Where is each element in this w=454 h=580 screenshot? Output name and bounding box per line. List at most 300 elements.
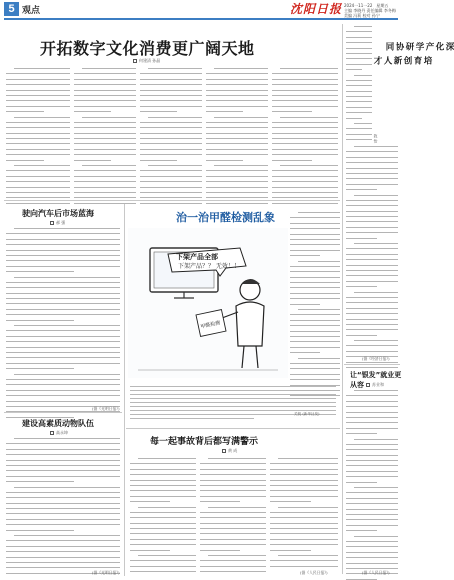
text-line (140, 197, 202, 198)
byline-box-icon (366, 383, 370, 387)
text-line (140, 106, 202, 107)
text-line (290, 228, 340, 229)
text-line (206, 170, 268, 171)
text-line (272, 73, 338, 74)
text-line (354, 536, 398, 537)
text-line (354, 390, 398, 391)
text-line (6, 287, 120, 288)
text-line (6, 557, 120, 558)
right-article2-byline-text: 苏业和 (372, 382, 384, 387)
text-line (130, 402, 336, 403)
text-line (206, 143, 268, 144)
text-line (270, 566, 338, 567)
text-line (6, 239, 120, 240)
text-line (6, 497, 120, 498)
text-line (74, 143, 136, 144)
text-line (6, 503, 120, 504)
text-line (208, 555, 266, 556)
text-line (346, 69, 362, 70)
lead-title: 开拓数字文化消费更广阔天地 (40, 39, 255, 58)
left-article1-body (6, 228, 120, 404)
text-line (298, 309, 340, 310)
text-line (130, 406, 336, 407)
text-line (74, 192, 136, 193)
text-line (346, 53, 372, 54)
illustration-title: 治一治甲醛检测乱象 (176, 211, 275, 224)
text-line (354, 146, 398, 147)
text-line (140, 181, 202, 182)
text-line (200, 474, 266, 475)
text-line (346, 422, 398, 423)
text-line (200, 544, 266, 545)
text-line (270, 550, 311, 551)
text-line (6, 73, 70, 74)
text-line (130, 469, 196, 470)
text-line (290, 395, 340, 396)
text-line (298, 261, 340, 262)
text-line (272, 176, 338, 177)
person-body (236, 302, 264, 346)
text-line (346, 134, 372, 135)
text-line (6, 492, 120, 493)
text-line (346, 128, 372, 129)
text-line (354, 26, 372, 27)
text-line (346, 205, 398, 206)
text-line (280, 165, 338, 166)
illustration-divider (126, 428, 340, 429)
text-line (140, 122, 202, 123)
text-line (206, 79, 268, 80)
text-line (280, 117, 338, 118)
text-line (346, 37, 372, 38)
text-line (346, 412, 398, 413)
text-line (200, 485, 266, 486)
text-line (6, 95, 70, 96)
page-header (0, 0, 402, 20)
text-line (346, 552, 398, 553)
text-line (138, 507, 196, 508)
person-arm (222, 312, 238, 318)
text-line (270, 517, 338, 518)
text-line (6, 79, 70, 80)
header-rule (4, 18, 398, 20)
lead-byline-text: 何建清 孙晶 (139, 58, 161, 63)
text-line (140, 176, 202, 177)
text-line (346, 281, 398, 282)
illustration-credit: 关锐 (新华社发) (294, 412, 320, 416)
text-line (6, 465, 120, 466)
text-line (346, 530, 377, 531)
text-line (354, 340, 398, 341)
text-line (140, 170, 202, 171)
text-line (14, 117, 70, 118)
text-line (346, 157, 398, 158)
text-line (290, 314, 340, 315)
text-line (6, 524, 120, 525)
text-line (270, 485, 338, 486)
text-line (200, 566, 266, 567)
text-line (6, 357, 120, 358)
text-line (206, 138, 268, 139)
text-line (346, 367, 398, 368)
text-line (346, 503, 398, 504)
text-line (290, 374, 340, 375)
text-line (130, 480, 196, 481)
text-line (6, 513, 120, 514)
left-article2-byline-text: 高永坤 (56, 430, 68, 435)
text-line (214, 165, 268, 166)
section-number: 5 (4, 2, 19, 16)
bottom-article-col2 (200, 458, 266, 570)
text-line (346, 118, 362, 119)
text-line (290, 320, 340, 321)
text-line (140, 127, 202, 128)
text-line (74, 79, 136, 80)
side-column-rule (342, 24, 343, 574)
text-line (6, 197, 70, 198)
text-line (272, 133, 338, 134)
text-line (148, 117, 202, 118)
text-line (200, 490, 266, 491)
text-line (6, 244, 120, 245)
text-line (6, 336, 120, 337)
text-line (346, 248, 398, 249)
text-line (6, 384, 120, 385)
text-line (200, 539, 266, 540)
text-line (6, 84, 70, 85)
text-line (272, 111, 312, 112)
text-line (6, 181, 70, 182)
text-line (6, 133, 70, 134)
text-line (130, 517, 196, 518)
paper-text: 甲醛检测 (200, 320, 221, 331)
text-line (148, 165, 202, 166)
text-line (6, 149, 70, 150)
illustration-caption (130, 386, 336, 424)
bottom-article-col1 (130, 458, 196, 570)
text-line (346, 85, 372, 86)
text-line (6, 352, 120, 353)
text-line (290, 239, 340, 240)
text-line (346, 482, 377, 483)
text-line (206, 181, 268, 182)
text-line (354, 123, 372, 124)
text-line (346, 101, 372, 102)
text-line (290, 223, 340, 224)
byline-box-icon (50, 431, 54, 435)
text-line (206, 127, 268, 128)
text-line (6, 449, 120, 450)
text-line (6, 562, 120, 563)
left-article1-title: 驶向汽车后市场蓝海 (22, 209, 94, 218)
text-line (140, 149, 202, 150)
text-line (206, 154, 268, 155)
text-line (6, 203, 70, 204)
text-line (346, 91, 372, 92)
bottom-article-col3 (270, 458, 338, 564)
right-article2-title: 让“银发”就业更从容 (350, 371, 402, 389)
text-line (74, 122, 136, 123)
text-line (206, 122, 268, 123)
text-line (346, 335, 377, 336)
text-line (272, 149, 338, 150)
text-line (82, 68, 136, 69)
text-line (14, 68, 70, 69)
text-line (270, 490, 338, 491)
text-line (6, 143, 70, 144)
text-line (130, 496, 196, 497)
text-line (346, 525, 398, 526)
text-line (290, 234, 340, 235)
text-line (74, 138, 136, 139)
text-line (6, 470, 120, 471)
byline-box-icon (222, 449, 226, 453)
text-line (6, 368, 74, 369)
text-line (346, 563, 398, 564)
text-line (354, 195, 398, 196)
text-line (6, 519, 120, 520)
text-line (130, 485, 196, 486)
text-line (354, 487, 398, 488)
text-line (6, 540, 120, 541)
text-line (346, 308, 398, 309)
text-line (270, 523, 338, 524)
text-line (6, 187, 70, 188)
text-line (272, 106, 338, 107)
text-line (6, 454, 120, 455)
text-line (6, 481, 74, 482)
text-line (74, 106, 136, 107)
text-line (14, 325, 120, 326)
text-line (346, 319, 398, 320)
lead-byline (133, 58, 160, 64)
text-line (346, 395, 398, 396)
text-line (130, 533, 196, 534)
lead-body-col2 (74, 68, 136, 196)
text-line (130, 463, 196, 464)
text-line (346, 173, 398, 174)
text-line (354, 292, 398, 293)
text-line (140, 143, 202, 144)
text-line (290, 304, 320, 305)
text-line (200, 501, 240, 502)
cartoon-illustration (128, 228, 288, 378)
text-line (6, 379, 120, 380)
text-line (290, 347, 340, 348)
text-line (272, 95, 338, 96)
text-line (130, 566, 196, 567)
text-line (270, 512, 338, 513)
left-divider (4, 412, 122, 413)
text-line (130, 474, 196, 475)
text-line (346, 265, 398, 266)
text-line (140, 160, 177, 161)
text-line (200, 469, 266, 470)
byline-box-icon (50, 221, 54, 225)
text-line (346, 492, 398, 493)
text-line (272, 192, 338, 193)
text-line (206, 73, 268, 74)
text-line (206, 187, 268, 188)
right-article2-byline (366, 382, 384, 388)
text-line (346, 189, 377, 190)
text-line (346, 211, 398, 212)
text-line (14, 535, 120, 536)
lead-body-col3 (140, 68, 202, 196)
text-line (6, 90, 70, 91)
side-article-byline: 陈 怡 (374, 134, 379, 143)
text-line (206, 160, 243, 161)
header-editors: 主编 李晓丹 责任编辑 李冬梅 (344, 8, 396, 13)
text-line (6, 266, 120, 267)
text-line (206, 90, 268, 91)
text-line (6, 271, 74, 272)
text-line (346, 270, 398, 271)
text-line (6, 255, 120, 256)
text-line (272, 181, 338, 182)
text-line (74, 133, 136, 134)
side-title-line1: 深化产学研协同 (384, 42, 454, 51)
text-line (6, 314, 120, 315)
text-line (206, 84, 268, 85)
text-line (346, 313, 398, 314)
text-line (346, 509, 398, 510)
text-line (140, 79, 202, 80)
text-line (6, 390, 120, 391)
text-line (6, 260, 120, 261)
text-line (346, 476, 398, 477)
text-line (74, 160, 111, 161)
text-line (346, 351, 398, 352)
text-line (206, 149, 268, 150)
text-line (346, 227, 398, 228)
left-article2-credit: (据《光明日报》) (92, 570, 120, 575)
lead-body-col1 (6, 68, 70, 196)
text-line (130, 410, 336, 411)
text-line (346, 64, 372, 65)
text-line (200, 571, 266, 572)
text-line (206, 100, 268, 101)
text-line (278, 507, 338, 508)
text-line (6, 341, 120, 342)
text-line (346, 168, 398, 169)
text-line (346, 417, 398, 418)
masthead-logo: 沈阳日报 (290, 2, 343, 16)
text-line (270, 469, 338, 470)
text-line (290, 363, 340, 364)
text-line (346, 80, 372, 81)
text-line (74, 84, 136, 85)
text-line (14, 228, 120, 229)
text-line (346, 221, 398, 222)
text-line (290, 385, 340, 386)
text-line (346, 557, 398, 558)
left-article1-byline-text: 郝 强 (56, 220, 66, 225)
text-line (346, 275, 398, 276)
left-column-rule (124, 204, 125, 576)
text-line (140, 95, 202, 96)
text-line (346, 444, 398, 445)
text-line (346, 546, 398, 547)
text-line (290, 390, 340, 391)
text-line (206, 203, 268, 204)
bottom-article-title: 每一起事故背后都写满警示 (150, 437, 259, 447)
text-line (290, 298, 340, 299)
text-line (346, 216, 398, 217)
text-line (6, 293, 120, 294)
text-line (6, 122, 70, 123)
right-article2-body (346, 390, 398, 568)
text-line (346, 329, 398, 330)
text-line (354, 243, 398, 244)
text-line (200, 550, 240, 551)
right-article2-credit: (据《人民日报》) (362, 570, 390, 575)
text-line (346, 302, 398, 303)
side-divider (344, 364, 400, 365)
lead-body-col4 (206, 68, 268, 196)
text-line (290, 255, 320, 256)
text-line (6, 233, 120, 234)
text-line (130, 571, 196, 572)
text-line (140, 192, 202, 193)
text-line (130, 386, 336, 387)
text-line (6, 567, 120, 568)
text-line (6, 347, 120, 348)
text-line (272, 160, 312, 161)
text-line (290, 341, 340, 342)
text-line (6, 303, 120, 304)
text-line (208, 458, 266, 459)
text-line (272, 84, 338, 85)
text-line (272, 170, 338, 171)
text-line (346, 112, 372, 113)
text-line (290, 379, 340, 380)
text-line (130, 544, 196, 545)
text-line (130, 550, 170, 551)
text-line (14, 374, 120, 375)
left-article1-credit: (据《光明日报》) (92, 406, 120, 411)
text-line (272, 90, 338, 91)
text-line (140, 100, 202, 101)
text-line (74, 203, 136, 204)
text-line (74, 154, 136, 155)
text-line (272, 154, 338, 155)
text-line (298, 212, 340, 213)
text-line (278, 458, 338, 459)
text-line (346, 238, 377, 239)
text-line (200, 480, 266, 481)
text-line (74, 73, 136, 74)
text-line (290, 336, 340, 337)
text-line (290, 287, 340, 288)
text-line (290, 244, 340, 245)
text-line (346, 286, 377, 287)
text-line (346, 232, 398, 233)
text-line (206, 192, 268, 193)
text-line (354, 439, 398, 440)
text-line (130, 490, 196, 491)
text-line (272, 127, 338, 128)
text-line (74, 197, 136, 198)
text-line (206, 197, 268, 198)
text-line (270, 560, 338, 561)
text-line (208, 507, 266, 508)
side-article-body-top (346, 26, 372, 138)
text-line (140, 111, 177, 112)
text-line (6, 395, 120, 396)
text-line (74, 187, 136, 188)
text-line (346, 449, 398, 450)
